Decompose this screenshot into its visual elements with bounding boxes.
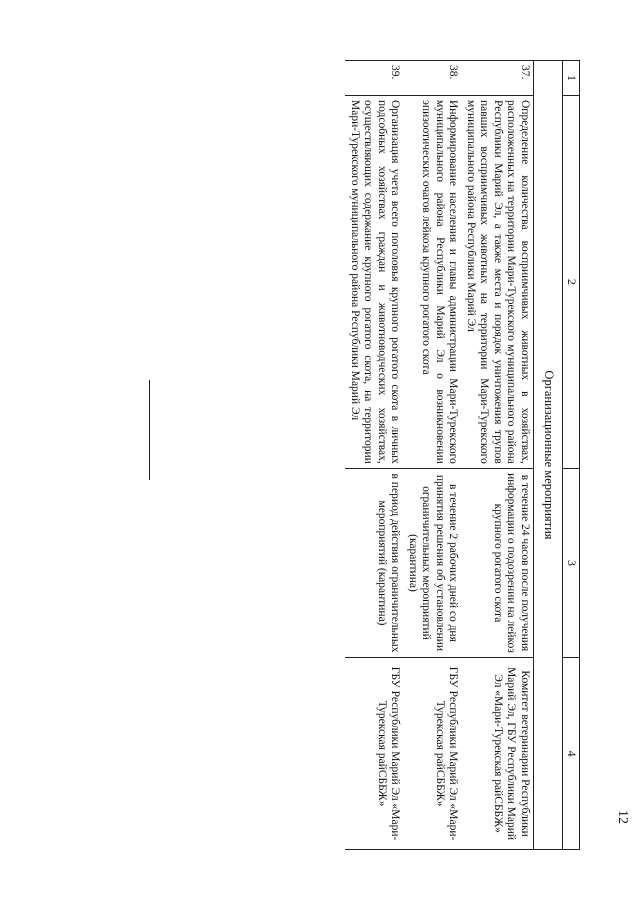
row-description: Информирование населения и главы администрации Мари-Турекского муниципального района Республики Марий Эл о возникновении эпизоотических очагов лейкоза крупного рогатого скота <box>404 95 462 468</box>
row-number: 39. <box>346 61 404 96</box>
table-header-row <box>563 61 580 850</box>
row-term: в период действия ограничительных мероприятий (карантина) <box>346 468 404 657</box>
end-of-document-line <box>149 380 150 480</box>
page-number: 12 <box>615 810 630 824</box>
row-description: Определение количества восприимчивых животных в хозяйствах, расположенных на территории Мари-Турекского муниципального района Республики Марий Эл, а также места и порядок уничтожения трупов павших восприимчивых животных на территории Мари-Турекского муниципального района Республики Марий Эл <box>462 95 534 468</box>
table-row <box>346 61 404 850</box>
header-col-1: 1 <box>563 61 580 96</box>
table-row <box>404 61 462 850</box>
row-responsible: ГБУ Республики Марий Эл «Мари-Турекская райСББЖ» <box>404 658 462 850</box>
header-col-4: 4 <box>563 658 580 850</box>
row-responsible: ГБУ Республики Марий Эл «Мари-Турекская райСББЖ» <box>346 658 404 850</box>
row-number: 37. <box>462 61 534 96</box>
measures-table <box>346 60 581 850</box>
row-responsible: Комитет ветеринарии Республики Марий Эл, ГБУ Республики Марий Эл «Мари-Турекская райСББЖ» <box>462 658 534 850</box>
header-col-2: 2 <box>563 95 580 468</box>
row-number: 38. <box>404 61 462 96</box>
row-term: в течение 24 часов после получения информации о подозрении на лейкоз крупного рогатого скота <box>462 468 534 657</box>
row-description: Организация учета всего поголовья крупного рогатого скота в личных подсобных хозяйствах граждан и животноводческих хозяйствах, осуществляющих содержание крупного рогатого скота, на территории Мари-Турекского муниципального района Республики Марий Эл <box>346 95 404 468</box>
section-title: Организационные мероприятия <box>534 61 564 850</box>
section-row <box>534 61 564 850</box>
header-col-3: 3 <box>563 468 580 657</box>
table-row <box>462 61 534 850</box>
row-term: в течение 2 рабочих дней со дня принятия решения об установлении ограничительных мероприятий (карантина) <box>404 468 462 657</box>
